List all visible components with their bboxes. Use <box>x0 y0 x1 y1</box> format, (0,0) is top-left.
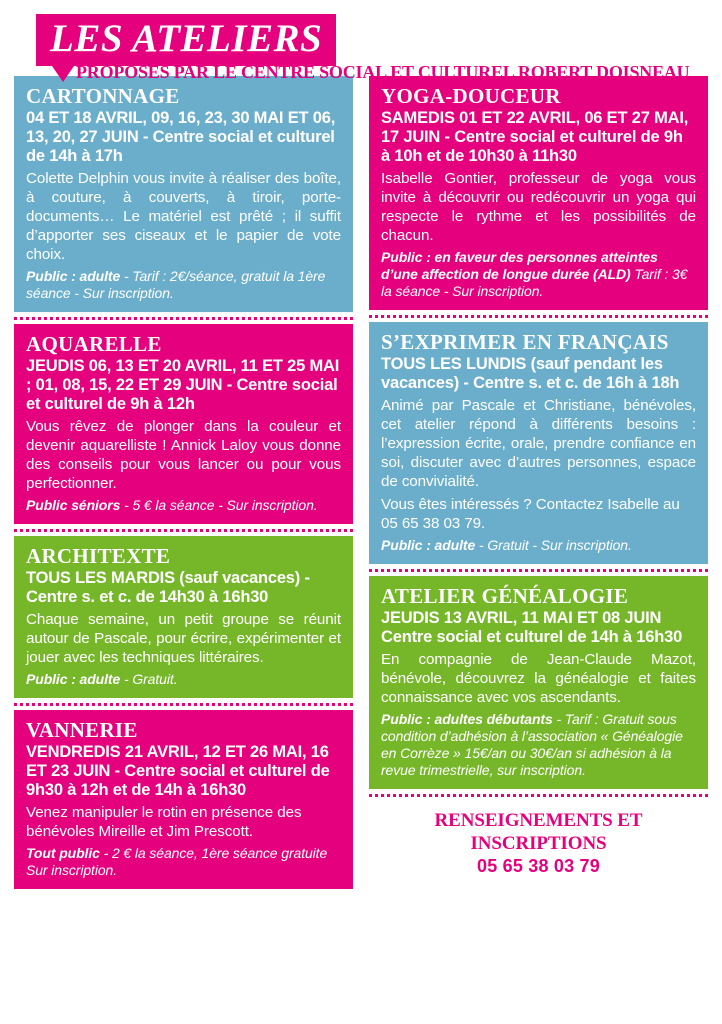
workshop-audience <box>26 497 341 514</box>
workshop-audience-detail: - Gratuit - Sur inscription. <box>475 537 632 553</box>
workshop-audience-label: Public séniors <box>26 497 121 513</box>
workshop-title: AQUARELLE <box>26 332 162 356</box>
title-banner <box>36 14 336 66</box>
workshop-audience-detail: - 5 € la séance - Sur inscription. <box>120 497 318 513</box>
workshop-card-aquarelle <box>14 324 353 524</box>
workshop-title: ARCHITEXTE <box>26 544 171 568</box>
workshop-schedule: TOUS LES LUNDIS (sauf pendant les vacances) - Centre s. et c. de 16h à 18h <box>381 355 680 392</box>
workshop-contact: Vous êtes intéressés ? Contactez Isabelle au 05 65 38 03 79. <box>381 496 680 532</box>
dotted-separator <box>369 564 708 576</box>
workshop-schedule: JEUDIS 06, 13 ET 20 AVRIL, 11 ET 25 MAI ; 01, 08, 15, 22 ET 29 JUIN - Centre social et culturel de 9h à 12h <box>26 357 340 413</box>
workshop-audience-label: Public : adulte <box>26 671 121 687</box>
right-column <box>369 76 708 878</box>
dotted-separator <box>369 789 708 801</box>
workshop-audience-label: Public : en faveur des personnes atteintes d’une affection de longue durée (ALD) <box>381 249 658 282</box>
workshop-description: Colette Delphin vous invite à réaliser des boîte, à couture, à couverts, à tiroir, porte-documents… Le matériel est prêté ; il suffit d’apporter ses ciseaux et le papier de vote choix. <box>26 170 341 263</box>
poster-header <box>14 0 708 82</box>
dotted-separator <box>14 698 353 710</box>
page-subtitle: PROPOSÉS PAR LE CENTRE SOCIAL ET CULTUREL ROBERT DOISNEAU <box>76 62 690 82</box>
workshop-audience <box>381 537 696 554</box>
workshop-description: Animé par Pascale et Christiane, bénévoles, cet atelier répond à différents besoins : l’expression écrite, orale, prendre confiance en soi, discuter avec d’autres personnes, espace de convivialité. <box>381 397 696 490</box>
dotted-separator <box>369 310 708 322</box>
workshop-audience <box>381 249 696 300</box>
workshop-audience-label: Public : adultes débutants <box>381 711 553 727</box>
workshop-schedule: JEUDIS 13 AVRIL, 11 MAI ET 08 JUIN Centre social et culturel de 14h à 16h30 <box>381 609 683 646</box>
page-title: LES ATELIERS <box>50 17 323 60</box>
banner-tail-icon <box>52 66 74 82</box>
workshop-audience <box>26 671 341 688</box>
dotted-separator <box>14 524 353 536</box>
workshop-audience-label: Tout public <box>26 845 100 861</box>
workshop-description: Venez manipuler le rotin en présence des bénévoles Mireille et Jim Prescott. <box>26 804 302 840</box>
contact-footer <box>369 801 708 878</box>
workshop-schedule: TOUS LES MARDIS (sauf vacances) - Centre s. et c. de 14h30 à 16h30 <box>26 569 310 606</box>
workshop-audience-detail: - 2 € la séance, 1ère séance gratuite Sur inscription. <box>26 845 328 878</box>
workshops-columns <box>14 76 708 889</box>
workshop-schedule: 04 ET 18 AVRIL, 09, 16, 23, 30 MAI ET 06, 13, 20, 27 JUIN - Centre social et culturel de 14h à 17h <box>26 109 336 165</box>
workshop-title: CARTONNAGE <box>26 84 180 108</box>
workshop-card-cartonnage <box>14 76 353 312</box>
workshop-schedule: SAMEDIS 01 ET 22 AVRIL, 06 ET 27 MAI, 17 JUIN - Centre social et culturel de 9h à 10h et de 10h30 à 11h30 <box>381 109 689 165</box>
workshop-card-yoga-douceur <box>369 76 708 310</box>
footer-phone[interactable]: 05 65 38 03 79 <box>477 856 600 876</box>
workshop-title: VANNERIE <box>26 718 138 742</box>
workshop-audience-label: Public : adulte <box>381 537 476 553</box>
footer-title: RENSEIGNEMENTS ET INSCRIPTIONS <box>434 810 643 854</box>
workshop-title: ATELIER GÉNÉALOGIE <box>381 584 629 608</box>
workshop-description: Vous rêvez de plonger dans la couleur et devenir aquarelliste ! Annick Laloy vous donne des conseils pour vous lancer ou pour vous perfectionner. <box>26 418 341 492</box>
workshop-card-atelier-genealogie <box>369 576 708 789</box>
workshop-title: YOGA-DOUCEUR <box>381 84 561 108</box>
workshop-audience-detail: - Tarif : 2€/séance, gratuit la 1ère séance - Sur inscription. <box>26 268 326 301</box>
workshop-audience-detail: Tarif : 3€ la séance - Sur inscription. <box>381 266 688 299</box>
workshop-audience <box>26 268 341 302</box>
workshop-description: Chaque semaine, un petit groupe se réunit autour de Pascale, pour écrire, expérimenter et jouer avec les techniques littéraires. <box>26 611 341 666</box>
workshop-audience-label: Public : adulte <box>26 268 121 284</box>
dotted-separator <box>14 312 353 324</box>
workshop-description: Isabelle Gontier, professeur de yoga vous invite à découvrir ou redécouvrir un yoga qui respecte le rythme et les possibilités de chacun. <box>381 170 696 244</box>
left-column <box>14 76 353 889</box>
workshop-audience <box>381 711 696 779</box>
workshop-card-vannerie <box>14 710 353 889</box>
workshop-description: En compagnie de Jean-Claude Mazot, bénévole, découvrez la généalogie et faites connaissance avec vos ascendants. <box>381 651 696 706</box>
workshop-audience <box>26 845 341 879</box>
workshop-audience-detail: - Tarif : Gratuit sous condition d’adhésion à l’association « Généalogie en Corrèze » 15€/an ou 30€/an si adhésion à la revue trimestrielle, sur inscription. <box>381 711 683 778</box>
workshop-title: S’EXPRIMER EN FRANÇAIS <box>381 330 669 354</box>
workshop-audience-detail: - Gratuit. <box>120 671 178 687</box>
workshop-card-s-exprimer-en-francais <box>369 322 708 564</box>
workshop-schedule: VENDREDIS 21 AVRIL, 12 ET 26 MAI, 16 ET 23 JUIN - Centre social et culturel de 9h30 à 12h et de 14h à 16h30 <box>26 743 330 799</box>
workshop-card-architexte <box>14 536 353 698</box>
